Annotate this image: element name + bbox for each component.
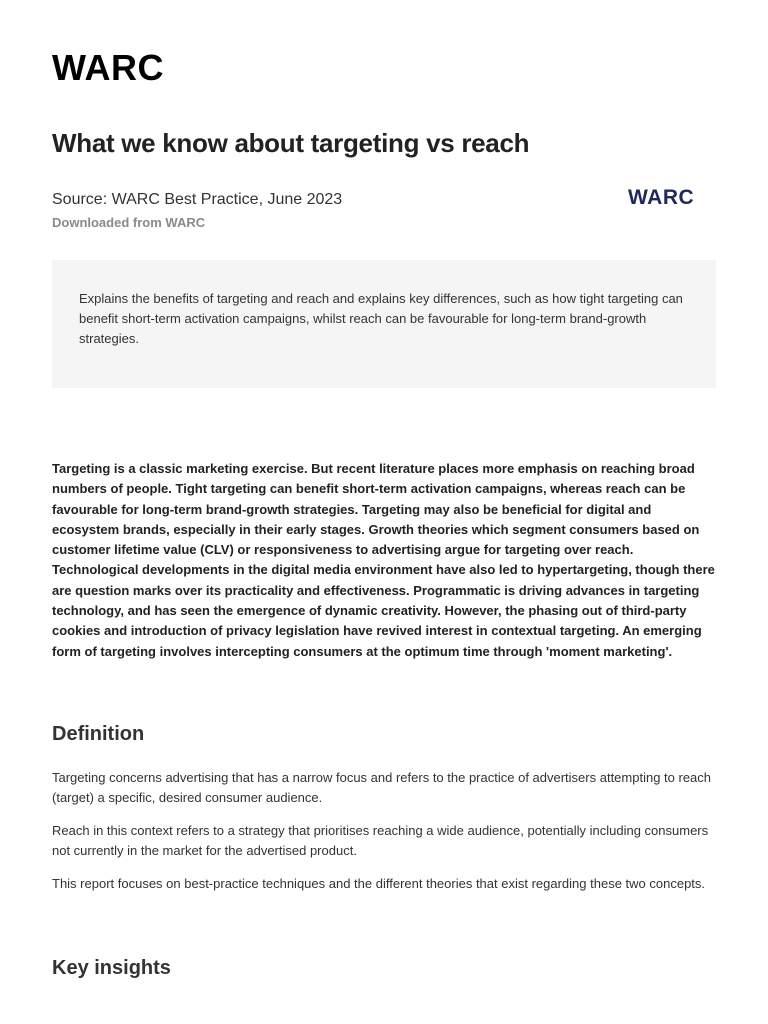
- definition-paragraph-scope: This report focuses on best-practice techniques and the different theories that exist regarding these two concepts.: [52, 876, 706, 891]
- summary-text: Explains the benefits of targeting and reach and explains key differences, such as how tight targeting can benefit short-term activation campaigns, whilst reach can be favourable for long-term brand-growth strategies.: [79, 291, 683, 346]
- definition-heading: Definition: [52, 723, 145, 745]
- warc-logo: WARC: [52, 47, 164, 88]
- definition-paragraph-targeting: Targeting concerns advertising that has a narrow focus and refers to the practice of advertisers attempting to reach (target) a specific, desired consumer audience.: [52, 770, 712, 805]
- key-insights-heading: Key insights: [52, 957, 171, 979]
- document-title: What we know about targeting vs reach: [52, 128, 530, 158]
- warc-logo-small: WARC: [628, 186, 695, 209]
- definition-paragraph-reach: Reach in this context refers to a strategy that prioritises reaching a wide audience, potentially including consumers not currently in the market for the advertised product.: [52, 823, 709, 858]
- summary-box: [52, 260, 716, 388]
- intro-paragraph: Targeting is a classic marketing exercise. But recent literature places more emphasis on reaching broad numbers of people. Tight targeting can benefit short-term activation campaigns, whereas reach can be favourable for long-term brand-growth strategies. Targeting may also be beneficial for digital and ecosystem brands, especially in their early stages. Growth theories which segment consumers based on customer lifetime value (CLV) or responsiveness to advertising argue for targeting over reach. Technological developments in the digital media environment have also led to hypertargeting, though there are question marks over its practicality and effectiveness. Programmatic is driving advances in targeting technology, and has seen the emergence of dynamic creativity. However, the phasing out of third-party cookies and introduction of privacy legislation have revived interest in contextual targeting. An emerging form of targeting involves intercepting consumers at the optimum time through 'moment marketing'.: [52, 461, 715, 659]
- source-line: Source: WARC Best Practice, June 2023: [52, 191, 343, 208]
- downloaded-from: Downloaded from WARC: [52, 215, 206, 230]
